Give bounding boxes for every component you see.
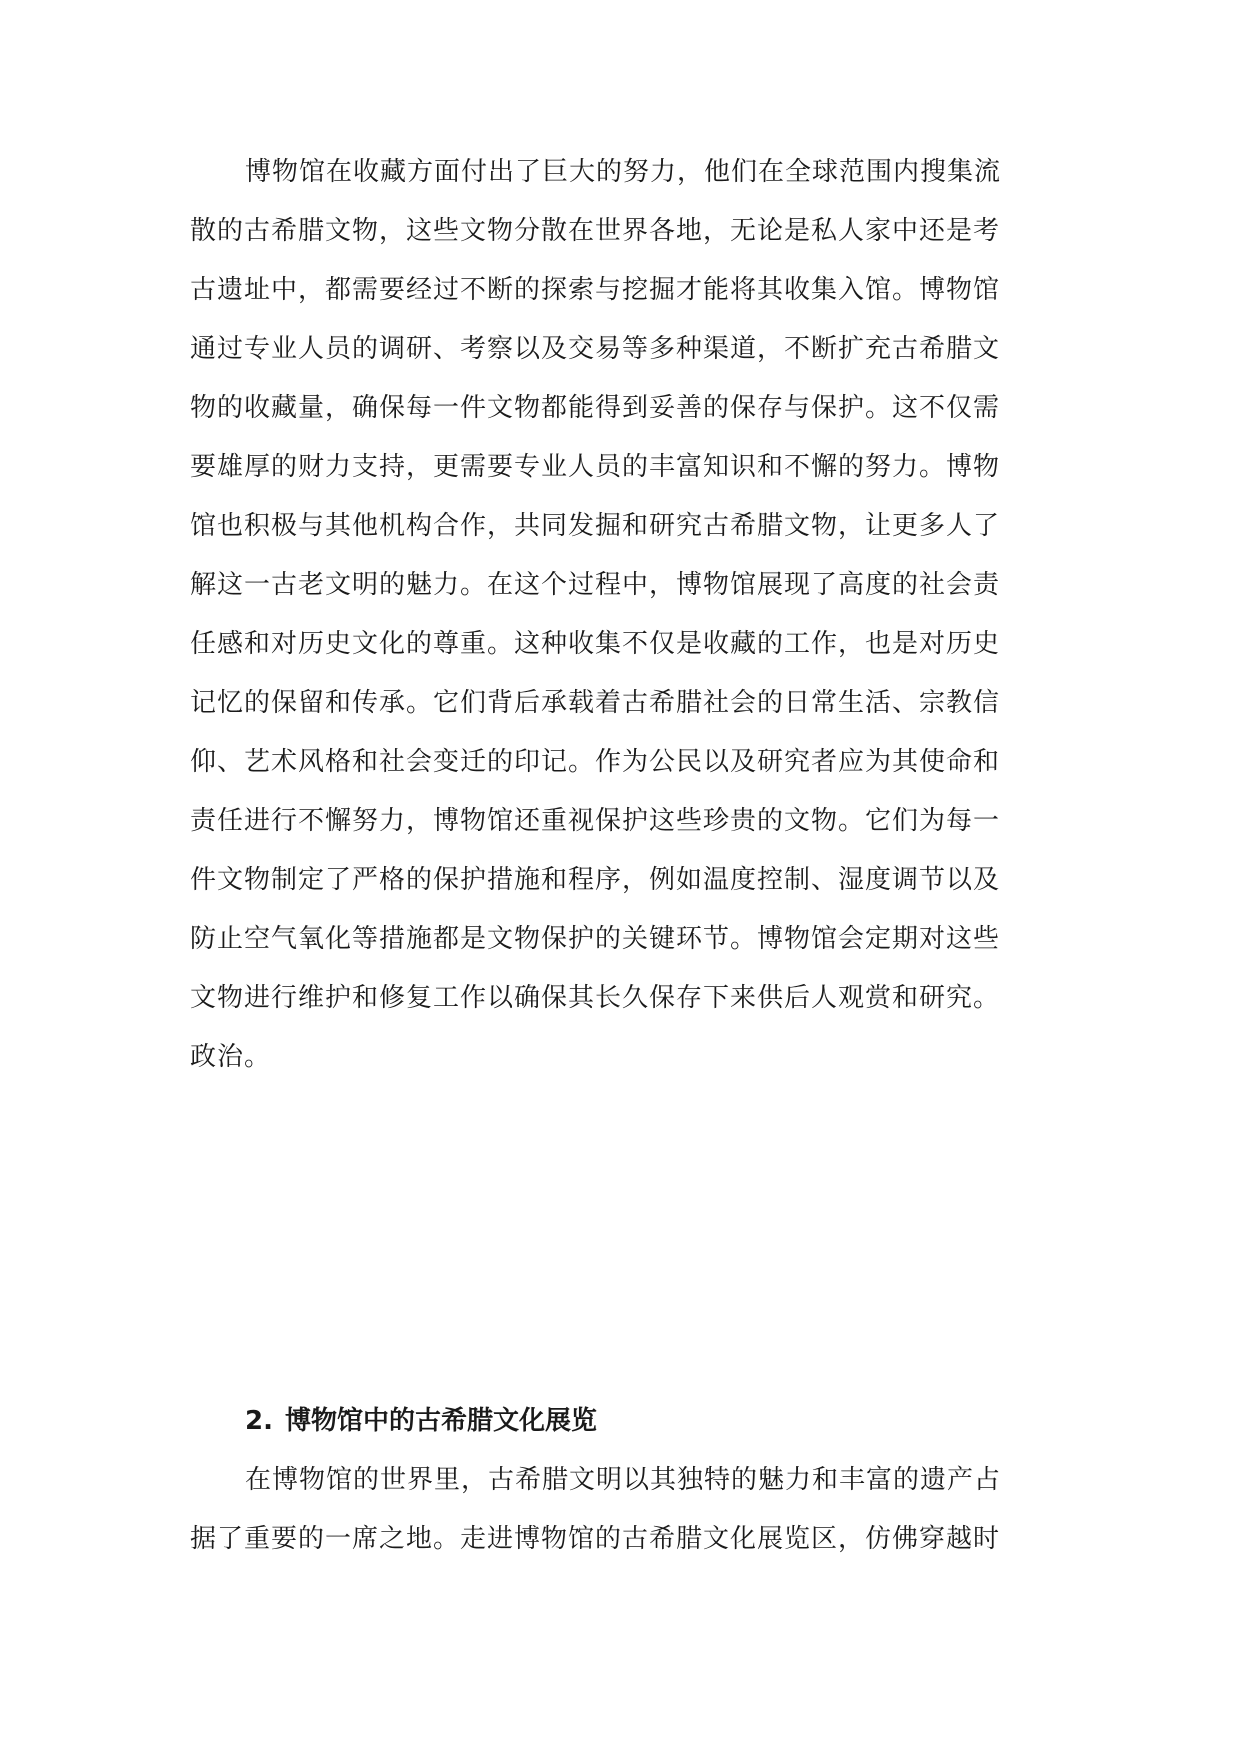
- paragraph-line: 古遗址中，都需要经过不断的探索与挖掘才能将其收集入馆。博物馆: [190, 275, 1001, 305]
- paragraph-line: 政治。: [190, 1042, 272, 1072]
- paragraph-line: 文物进行维护和修复工作以确保其长久保存下来供后人观赏和研究。: [190, 983, 1001, 1013]
- paragraph-line: 博物馆在收藏方面付出了巨大的努力，他们在全球范围内搜集流: [245, 157, 1002, 187]
- paragraph-line: 据了重要的一席之地。走进博物馆的古希腊文化展览区，仿佛穿越时: [190, 1524, 1001, 1554]
- paragraph-line: 要雄厚的财力支持，更需要专业人员的丰富知识和不懈的努力。博物: [190, 452, 1001, 482]
- paragraph-line: 在博物馆的世界里，古希腊文明以其独特的魅力和丰富的遗产占: [245, 1465, 1002, 1495]
- paragraph-line: 任感和对历史文化的尊重。这种收集不仅是收藏的工作，也是对历史: [190, 629, 1001, 659]
- paragraph-line: 物的收藏量，确保每一件文物都能得到妥善的保存与保护。这不仅需: [190, 393, 1001, 423]
- section-heading: [245, 1392, 597, 1451]
- paragraph-line: 防止空气氧化等措施都是文物保护的关键环节。博物馆会定期对这些: [190, 924, 1001, 954]
- body-paragraph: [190, 143, 1060, 1087]
- paragraph-line: 通过专业人员的调研、考察以及交易等多种渠道，不断扩充古希腊文: [190, 334, 1001, 364]
- paragraph-line: 散的古希腊文物，这些文物分散在世界各地，无论是私人家中还是考: [190, 216, 1001, 246]
- paragraph-line: 件文物制定了严格的保护措施和程序，例如温度控制、湿度调节以及: [190, 865, 1001, 895]
- paragraph-line: 解这一古老文明的魅力。在这个过程中，博物馆展现了高度的社会责: [190, 570, 1001, 600]
- section-title: 博物馆中的古希腊文化展览: [285, 1406, 598, 1436]
- paragraph-line: 责任进行不懈努力，博物馆还重视保护这些珍贵的文物。它们为每一: [190, 806, 1001, 836]
- body-paragraph: [190, 1451, 1060, 1569]
- paragraph-line: 记忆的保留和传承。它们背后承载着古希腊社会的日常生活、宗教信: [190, 688, 1001, 718]
- paragraph-line: 仰、艺术风格和社会变迁的印记。作为公民以及研究者应为其使命和: [190, 747, 1001, 777]
- section-number: 2.: [245, 1406, 273, 1436]
- paragraph-line: 馆也积极与其他机构合作，共同发掘和研究古希腊文物，让更多人了: [190, 511, 1001, 541]
